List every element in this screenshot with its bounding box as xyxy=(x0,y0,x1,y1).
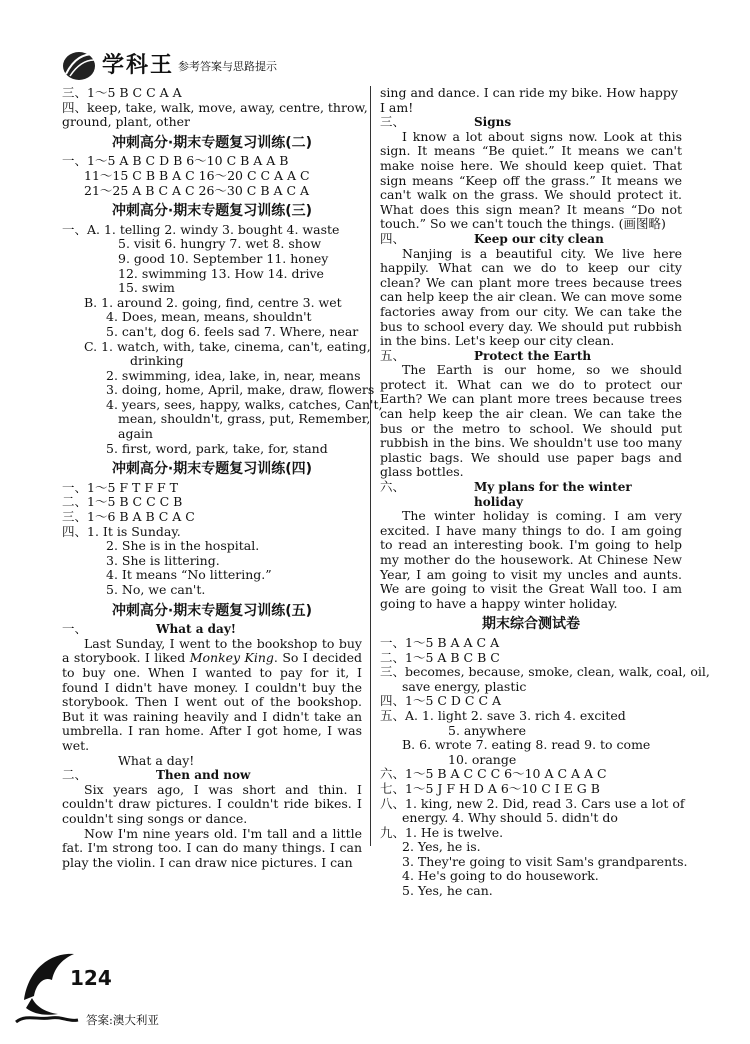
essay-text: . So I decided to buy one. When I wanted to pay for it, I found I didn't have money. I couldn't buy the storybook. Then I went out of the bookshop. But it was raining heavily and I didn't take an umbrella. I ran home. After I got home, I was wet. xyxy=(62,650,363,753)
essay-paragraph: The Earth is our home, so we should protect it. What can we do to protect our Earth? We can plant more trees because trees can help keep the air clean. We can take the bus or the metro to school. We should put rubbish in the bins. We shouldn't use too many plastic bags. We should use paper bags and glass bottles. xyxy=(380,362,682,480)
answer-line: 5. No, we can't. xyxy=(106,582,206,597)
book-title: Monkey King xyxy=(189,650,274,666)
essay-title: My plans for the winter holiday xyxy=(474,480,632,509)
answer-line: 4. It means “No littering.” xyxy=(106,567,272,583)
essay-paragraph: The winter holiday is coming. I am very excited. I have many things to do. I am going to read an interesting book. I'm going to help my mother do the housework. At Chinese New Year, I am going to visit my uncles and aunts. We are going to visit the Great Wall too. I am going to have a happy winter holiday. xyxy=(380,508,682,611)
essay-paragraph xyxy=(62,637,362,754)
answer-line: energy. 4. Why should 5. didn't do xyxy=(402,810,618,826)
essay-title-row xyxy=(380,115,682,130)
answer-line: 15. swim xyxy=(118,280,175,296)
question-number: 四、 xyxy=(380,230,406,246)
right-column xyxy=(380,85,710,899)
question-number: 一、 xyxy=(62,621,88,637)
essay-paragraph: Now I'm nine years old. I'm tall and a little fat. I'm strong too. I can do many things. I can play the violin. I can draw nice pictures. I can xyxy=(62,825,362,870)
answer-line: B. 1. around 2. going, find, centre 3. wet xyxy=(84,294,342,310)
answer-line: 六、1～5 B A C C C 6～10 A C A A C xyxy=(380,766,607,782)
page-footer xyxy=(14,940,214,1030)
answer-line: ground, plant, other xyxy=(62,114,190,130)
essay-continuation: sing and dance. I can ride my bike. How happy I am! xyxy=(380,85,678,115)
answer-line: 21～25 A B C A C 26～30 C B A C A xyxy=(84,182,310,198)
answer-line: 五、A. 1. light 2. save 3. rich 4. excited xyxy=(380,707,626,723)
essay-title-row xyxy=(62,768,362,783)
question-number: 二、 xyxy=(62,767,88,783)
answer-line: 3. They're going to visit Sam's grandparents. xyxy=(402,853,688,869)
essay-paragraph: I know a lot about signs now. Look at this sign. It means “Be quiet.” It means we can't make noise here. We should keep quiet. That sign means “Keep off the grass.” It means we can't walk on the grass. We should protect it. What does this sign mean? It means “Do not touch.” So we can't touch the things. (画图略) xyxy=(380,128,682,232)
essay-title: Signs xyxy=(474,115,512,130)
answer-line: 三、1～6 B A B C A C xyxy=(62,509,195,525)
essay-title-row xyxy=(62,622,362,637)
answer-line: 2. swimming, idea, lake, in, near, means xyxy=(106,367,361,383)
answer-line: 一、1～5 B A A C A xyxy=(380,634,500,650)
answer-line: 4. Does, mean, means, shouldn't xyxy=(106,309,312,325)
answer-line: drinking xyxy=(130,353,184,369)
answer-note: 答案:澳大利亚 xyxy=(86,1013,159,1027)
answer-line: 3. She is littering. xyxy=(106,552,220,568)
answer-line: save energy, plastic xyxy=(402,678,527,694)
section-heading: 期末综合测试卷 xyxy=(482,616,580,633)
answer-line: mean, shouldn't, grass, put, Remember, xyxy=(118,411,371,427)
section-heading: 冲刺高分·期末专题复习训练(二) xyxy=(111,134,313,151)
answer-line: 2. She is in the hospital. xyxy=(106,538,260,554)
answer-line: 一、1～5 A B C D B 6～10 C B A A B xyxy=(62,153,289,169)
section-heading: 冲刺高分·期末专题复习训练(四) xyxy=(111,461,313,478)
answer-line: 4. years, sees, happy, walks, catches, Can't, xyxy=(106,396,383,412)
essay-title: Protect the Earth xyxy=(474,348,592,363)
essay-title-row xyxy=(380,480,682,509)
essay-title: What a day! xyxy=(156,622,237,637)
question-number: 六、 xyxy=(380,479,406,495)
answer-line: 12. swimming 13. How 14. drive xyxy=(118,265,324,281)
answer-line: 三、1～5 B C C A A xyxy=(62,85,182,100)
answer-line: 5. anywhere xyxy=(448,722,526,738)
essay-paragraph: Six years ago, I was short and thin. I couldn't draw pictures. I couldn't ride bikes. I couldn't sing songs or dance. xyxy=(62,781,362,826)
answer-line: 四、1～5 C D C C A xyxy=(380,693,502,709)
essay-text: Last Sunday, I went to the bookshop to buy a storybook. I liked xyxy=(62,635,362,666)
answer-line: 3. doing, home, April, make, draw, flowers xyxy=(106,382,375,398)
left-column xyxy=(62,85,383,870)
answer-line: 5. can't, dog 6. feels sad 7. Where, near xyxy=(106,323,359,339)
answer-line: 二、1～5 B C C C B xyxy=(62,494,183,510)
question-number: 三、 xyxy=(380,114,406,130)
answer-line: 一、1～5 F T F F T xyxy=(62,479,178,495)
answer-line: 四、1. It is Sunday. xyxy=(62,523,181,539)
answer-line: C. 1. watch, with, take, cinema, can't, eating, xyxy=(84,338,371,354)
answer-line: 一、A. 1. telling 2. windy 3. bought 4. waste xyxy=(62,221,340,237)
answer-line: 4. He's going to do housework. xyxy=(402,868,599,884)
essay-title: Then and now xyxy=(156,768,251,783)
question-number: 五、 xyxy=(380,347,406,363)
brand-slogan: 参考答案与思路提示 xyxy=(178,60,277,73)
essay-title-row xyxy=(380,349,682,364)
answer-line: 九、1. He is twelve. xyxy=(380,824,504,840)
brand-name: 学科王 xyxy=(102,52,175,78)
page-number: 124 xyxy=(70,966,112,990)
section-heading: 冲刺高分·期末专题复习训练(三) xyxy=(111,203,313,220)
answer-line: 2. Yes, he is. xyxy=(402,839,481,855)
answer-line: B. 6. wrote 7. eating 8. read 9. to come xyxy=(402,737,651,753)
essay-title: Keep our city clean xyxy=(474,231,604,246)
answer-line: 5. Yes, he can. xyxy=(402,883,493,899)
answer-line: 四、keep, take, walk, move, away, centre, throw, xyxy=(62,99,368,115)
essay-closing: What a day! xyxy=(118,752,195,768)
essay-paragraph: Nanjing is a beautiful city. We live here happily. What can we do to keep our city clean? We can plant more trees because trees can help keep the air clean. We can move some factories away from our city. We can take the bus to school every day. We should put rubbish in the bins. Let's keep our city clean. xyxy=(380,245,682,349)
essay-title-row xyxy=(380,232,682,247)
column-divider xyxy=(370,86,371,846)
answer-line: 七、1～5 J F H D A 6～10 C I E G B xyxy=(380,780,600,796)
answer-line: 11～15 C B B A C 16～20 C C A A C xyxy=(84,167,310,183)
answer-line: 三、becomes, because, smoke, clean, walk, coal, oil, xyxy=(380,664,710,680)
answer-line: again xyxy=(118,426,153,442)
answer-line: 5. first, word, park, take, for, stand xyxy=(106,440,328,456)
answer-line: 5. visit 6. hungry 7. wet 8. show xyxy=(118,236,322,252)
answer-line: 八、1. king, new 2. Did, read 3. Cars use a lot of xyxy=(380,795,685,811)
leaf-logo-icon xyxy=(60,46,98,84)
answer-line: 9. good 10. September 11. honey xyxy=(118,250,329,266)
answer-line: 二、1～5 A B C B C xyxy=(380,649,500,665)
answer-line: 10. orange xyxy=(448,751,517,767)
section-heading: 冲刺高分·期末专题复习训练(五) xyxy=(111,602,313,619)
publisher-logo xyxy=(60,46,300,86)
